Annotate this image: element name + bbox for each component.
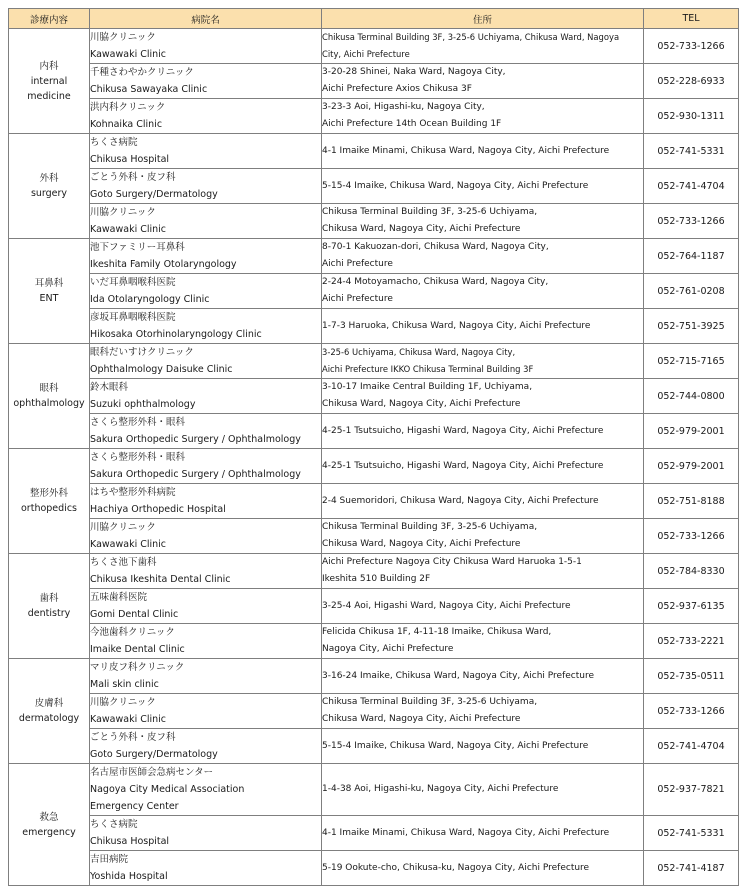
- address-line-1: 5-19 Ookute-cho, Chikusa-ku, Nagoya City, Aichi Prefecture: [322, 862, 590, 873]
- table-row: [9, 64, 739, 99]
- hospital-name-cell: [90, 484, 322, 519]
- address-line-1: 4-1 Imaike Minami, Chikusa Ward, Nagoya City, Aichi Prefecture: [322, 145, 610, 156]
- address-cell: [322, 344, 644, 379]
- department-cell: [9, 449, 90, 554]
- address-line-1: 3-23-3 Aoi, Higashi-ku, Nagoya City,: [322, 102, 485, 112]
- hospital-name-cell: [90, 519, 322, 554]
- table-row: [9, 309, 739, 344]
- hospital-name-cell: [90, 414, 322, 449]
- hospital-name-cell: [90, 134, 322, 169]
- hospital-name-ja: 名古屋市医師会急病センター: [90, 767, 214, 778]
- address-line-1: 5-15-4 Imaike, Chikusa Ward, Nagoya City, Aichi Prefecture: [322, 740, 589, 751]
- phone-number: 052-751-8188: [644, 484, 739, 519]
- hospital-name-ja: いだ耳鼻咽喉科医院: [90, 277, 176, 288]
- department-name-ja: 眼科: [39, 383, 59, 394]
- hospital-name-cell: [90, 816, 322, 851]
- address-line-1: 4-25-1 Tsutsuicho, Higashi Ward, Nagoya City, Aichi Prefecture: [322, 460, 604, 471]
- table-row: [9, 204, 739, 239]
- department-name-ja: 整形外科: [29, 488, 68, 499]
- department-cell: [9, 554, 90, 659]
- table-row: [9, 99, 739, 134]
- address-line-1: 3-20-28 Shinei, Naka Ward, Nagoya City,: [322, 67, 506, 77]
- address-cell: [322, 729, 644, 764]
- hospital-name-en: Sakura Orthopedic Surgery / Ophthalmology: [90, 434, 301, 445]
- hospital-name-ja: ちくさ池下歯科: [90, 557, 157, 568]
- table-row: [9, 379, 739, 414]
- hospital-name-en: Kohnaika Clinic: [90, 119, 163, 130]
- table-row: [9, 589, 739, 624]
- hospital-name-ja: 眼科だいすけクリニック: [90, 347, 194, 358]
- address-line-1: 3-25-4 Aoi, Higashi Ward, Nagoya City, Aichi Prefecture: [322, 600, 571, 611]
- hospital-name-cell: [90, 449, 322, 484]
- address-line-2: Chikusa Ward, Nagoya City, Aichi Prefecture: [322, 224, 521, 234]
- hospital-name-cell: [90, 274, 322, 309]
- phone-number: 052-715-7165: [644, 344, 739, 379]
- table-row: [9, 519, 739, 554]
- table-row: [9, 484, 739, 519]
- address-cell: [322, 851, 644, 886]
- hospital-name-ja: 鈴木眼科: [90, 382, 129, 393]
- hospital-name-cell: [90, 344, 322, 379]
- address-cell: [322, 204, 644, 239]
- table-row: [9, 274, 739, 309]
- phone-number: 052-733-1266: [644, 519, 739, 554]
- address-line-1: Chikusa Terminal Building 3F, 3-25-6 Uchiyama,: [322, 207, 538, 217]
- address-line-1: Chikusa Terminal Building 3F, 3-25-6 Uchiyama,: [322, 522, 538, 532]
- table-row: [9, 764, 739, 816]
- hospital-name-en: Gomi Dental Clinic: [90, 609, 179, 620]
- address-line-1: 8-70-1 Kakuozan-dori, Chikusa Ward, Nagoya City,: [322, 242, 549, 252]
- hospital-name-cell: [90, 309, 322, 344]
- hospital-name-cell: [90, 624, 322, 659]
- hospital-name-en: Ikeshita Family Otolaryngology: [90, 259, 237, 270]
- hospital-name-cell: [90, 764, 322, 816]
- table-row: [9, 624, 739, 659]
- address-cell: [322, 64, 644, 99]
- address-cell: [322, 239, 644, 274]
- phone-number: 052-979-2001: [644, 414, 739, 449]
- hospital-name-en: Suzuki ophthalmology: [90, 399, 196, 410]
- department-name-ja: 救急: [39, 811, 59, 823]
- department-cell: [9, 134, 90, 239]
- table-row: [9, 554, 739, 589]
- phone-number: 052-751-3925: [644, 309, 739, 344]
- hospital-name-cell: [90, 239, 322, 274]
- address-cell: [322, 589, 644, 624]
- hospital-name-en: Chikusa Ikeshita Dental Clinic: [90, 574, 231, 585]
- department-cell: [9, 344, 90, 449]
- phone-number: 052-741-5331: [644, 134, 739, 169]
- hospital-name-cell: [90, 204, 322, 239]
- address-cell: [322, 764, 644, 816]
- address-line-1: 4-25-1 Tsutsuicho, Higashi Ward, Nagoya City, Aichi Prefecture: [322, 425, 604, 436]
- phone-number: 052-733-1266: [644, 694, 739, 729]
- address-line-2: City, Aichi Prefecture: [322, 49, 410, 59]
- hospital-name-cell: [90, 99, 322, 134]
- address-cell: [322, 99, 644, 134]
- department-name-en: dermatology: [18, 713, 80, 724]
- hospital-name-ja: 今池歯科クリニック: [90, 627, 175, 638]
- table-row: [9, 659, 739, 694]
- table-row: [9, 169, 739, 204]
- header-hospital-name: 病院名: [90, 9, 322, 29]
- hospital-name-en: Hachiya Orthopedic Hospital: [90, 504, 226, 515]
- address-cell: [322, 414, 644, 449]
- hospital-name-ja: 川脇クリニック: [90, 697, 156, 708]
- hospital-name-ja: ごとう外科・皮フ科: [90, 732, 176, 743]
- hospital-name-ja: 池下ファミリー耳鼻科: [90, 242, 185, 253]
- hospital-name-ja: 川脇クリニック: [90, 522, 156, 533]
- address-line-1: 1-7-3 Haruoka, Chikusa Ward, Nagoya City, Aichi Prefecture: [322, 320, 591, 331]
- phone-number: 052-937-7821: [644, 764, 739, 816]
- address-line-2: Aichi Prefecture: [322, 294, 393, 304]
- hospital-name-en-cont: Emergency Center: [90, 801, 179, 812]
- hospital-name-ja: さくら整形外科・眼科: [90, 417, 186, 428]
- address-line-1: 3-10-17 Imaike Central Building 1F, Uchiyama,: [322, 382, 533, 392]
- hospital-name-cell: [90, 729, 322, 764]
- address-line-2: Chikusa Ward, Nagoya City, Aichi Prefecture: [322, 539, 521, 549]
- address-line-1: Felicida Chikusa 1F, 4-11-18 Imaike, Chikusa Ward,: [322, 627, 552, 637]
- table-row: [9, 239, 739, 274]
- phone-number: 052-744-0800: [644, 379, 739, 414]
- hospital-name-ja: 千種さわやかクリニック: [90, 67, 194, 78]
- address-cell: [322, 624, 644, 659]
- address-line-1: 3-16-24 Imaike, Chikusa Ward, Nagoya City, Aichi Prefecture: [322, 670, 595, 681]
- table-row: [9, 29, 739, 64]
- phone-number: 052-735-0511: [644, 659, 739, 694]
- table-row: [9, 414, 739, 449]
- hospital-name-cell: [90, 554, 322, 589]
- hospital-name-cell: [90, 589, 322, 624]
- phone-number: 052-741-5331: [644, 816, 739, 851]
- address-line-1: 5-15-4 Imaike, Chikusa Ward, Nagoya City, Aichi Prefecture: [322, 180, 589, 191]
- address-line-1: Aichi Prefecture Nagoya City Chikusa Ward Haruoka 1-5-1: [322, 557, 582, 567]
- hospital-name-en: Yoshida Hospital: [90, 871, 168, 882]
- table-row: [9, 816, 739, 851]
- phone-number: 052-930-1311: [644, 99, 739, 134]
- address-cell: [322, 519, 644, 554]
- address-cell: [322, 274, 644, 309]
- header-tel: TEL: [644, 9, 739, 29]
- department-name-en: dentistry: [27, 608, 71, 619]
- address-cell: [322, 134, 644, 169]
- department-name-ja: 皮膚科: [34, 698, 64, 709]
- table-body: [9, 29, 739, 886]
- address-cell: [322, 169, 644, 204]
- department-name-ja: 歯科: [39, 593, 59, 604]
- hospital-name-cell: [90, 694, 322, 729]
- phone-number: 052-741-4704: [644, 729, 739, 764]
- phone-number: 052-741-4704: [644, 169, 739, 204]
- address-line-2: Ikeshita 510 Building 2F: [322, 574, 431, 584]
- phone-number: 052-937-6135: [644, 589, 739, 624]
- address-line-1: 4-1 Imaike Minami, Chikusa Ward, Nagoya City, Aichi Prefecture: [322, 827, 610, 838]
- department-cell: [9, 764, 90, 886]
- address-cell: [322, 554, 644, 589]
- phone-number: 052-733-2221: [644, 624, 739, 659]
- department-name-en: ophthalmology: [13, 398, 85, 409]
- hospital-name-ja: ちくさ病院: [90, 819, 138, 830]
- address-line-2: Chikusa Ward, Nagoya City, Aichi Prefecture: [322, 714, 521, 724]
- hospital-name-cell: [90, 29, 322, 64]
- hospital-name-cell: [90, 169, 322, 204]
- hospital-name-en: Imaike Dental Clinic: [90, 644, 185, 655]
- department-cell: [9, 29, 90, 134]
- hospital-name-en: Goto Surgery/Dermatology: [90, 189, 218, 200]
- address-line-2: Aichi Prefecture IKKO Chikusa Terminal Building 3F: [322, 364, 534, 374]
- hospital-name-en: Kawawaki Clinic: [90, 714, 167, 725]
- address-cell: [322, 659, 644, 694]
- hospital-name-en: Hikosaka Otorhinolaryngology Clinic: [90, 329, 262, 340]
- hospital-name-cell: [90, 64, 322, 99]
- hospital-name-ja: はちや整形外科病院: [90, 487, 176, 498]
- hospital-name-en: Chikusa Hospital: [90, 154, 170, 165]
- address-line-2: Nagoya City, Aichi Prefecture: [322, 644, 454, 654]
- address-line-1: 3-25-6 Uchiyama, Chikusa Ward, Nagoya City,: [322, 347, 516, 357]
- hospital-name-cell: [90, 659, 322, 694]
- address-cell: [322, 484, 644, 519]
- address-line-2: Aichi Prefecture 14th Ocean Building 1F: [322, 119, 502, 129]
- department-name-en: ENT: [39, 293, 59, 304]
- department-name-en-cont: medicine: [27, 90, 71, 102]
- header-address: 住所: [322, 9, 644, 29]
- hospital-name-en: Chikusa Sawayaka Clinic: [90, 84, 208, 95]
- address-cell: [322, 449, 644, 484]
- hospital-name-ja: 五味歯科医院: [90, 592, 148, 603]
- address-cell: [322, 694, 644, 729]
- department-cell: [9, 239, 90, 344]
- hospital-name-ja: ちくさ病院: [90, 137, 138, 148]
- hospital-name-cell: [90, 851, 322, 886]
- table-row: [9, 694, 739, 729]
- department-name-ja: 耳鼻科: [34, 278, 64, 289]
- hospital-name-ja: 吉田病院: [90, 854, 129, 865]
- hospital-name-en: Kawawaki Clinic: [90, 49, 167, 60]
- address-line-1: 2-24-4 Motoyamacho, Chikusa Ward, Nagoya City,: [322, 277, 549, 287]
- address-cell: [322, 379, 644, 414]
- address-line-1: 2-4 Suemoridori, Chikusa Ward, Nagoya City, Aichi Prefecture: [322, 495, 599, 506]
- header-department: 診療内容: [9, 9, 90, 29]
- department-name-ja: 外科: [39, 173, 59, 184]
- department-name-en: surgery: [30, 188, 68, 199]
- phone-number: 052-764-1187: [644, 239, 739, 274]
- address-cell: [322, 816, 644, 851]
- phone-number: 052-228-6933: [644, 64, 739, 99]
- department-name-en: orthopedics: [21, 503, 77, 514]
- department-name-ja: 内科: [39, 60, 59, 72]
- hospital-name-cell: [90, 379, 322, 414]
- phone-number: 052-733-1266: [644, 204, 739, 239]
- address-line-1: Chikusa Terminal Building 3F, 3-25-6 Uchiyama,: [322, 697, 538, 707]
- phone-number: 052-979-2001: [644, 449, 739, 484]
- hospital-name-en: Chikusa Hospital: [90, 836, 170, 847]
- hospital-name-en: Mali skin clinic: [90, 679, 159, 690]
- hospital-name-en: Sakura Orthopedic Surgery / Ophthalmology: [90, 469, 301, 480]
- hospital-name-en: Ida Otolaryngology Clinic: [90, 294, 210, 305]
- hospital-name-en: Goto Surgery/Dermatology: [90, 749, 218, 760]
- address-line-2: Aichi Prefecture Axios Chikusa 3F: [322, 84, 472, 94]
- hospital-name-ja: 川脇クリニック: [90, 32, 156, 43]
- address-line-2: Aichi Prefecture: [322, 259, 393, 269]
- hospital-name-en: Kawawaki Clinic: [90, 539, 167, 550]
- hospital-name-ja: 彦坂耳鼻咽喉科医院: [90, 312, 176, 323]
- hospital-name-en: Kawawaki Clinic: [90, 224, 167, 235]
- clinic-directory-table: [8, 8, 739, 886]
- address-line-2: Chikusa Ward, Nagoya City, Aichi Prefecture: [322, 399, 521, 409]
- header-row: [9, 9, 739, 29]
- table-row: [9, 729, 739, 764]
- address-cell: [322, 309, 644, 344]
- phone-number: 052-784-8330: [644, 554, 739, 589]
- hospital-name-ja: ごとう外科・皮フ科: [90, 172, 176, 183]
- address-cell: [322, 29, 644, 64]
- department-name-en: emergency: [22, 826, 76, 838]
- hospital-name-en: Ophthalmology Daisuke Clinic: [90, 364, 233, 375]
- hospital-name-ja: マリ皮フ科クリニック: [90, 662, 185, 673]
- department-name-en: internal: [30, 75, 68, 87]
- table-row: [9, 344, 739, 379]
- hospital-name-en: Nagoya City Medical Association: [90, 784, 245, 795]
- hospital-name-ja: さくら整形外科・眼科: [90, 452, 186, 463]
- phone-number: 052-761-0208: [644, 274, 739, 309]
- department-cell: [9, 659, 90, 764]
- table-row: [9, 851, 739, 886]
- hospital-name-ja: 川脇クリニック: [90, 207, 156, 218]
- table-row: [9, 449, 739, 484]
- phone-number: 052-733-1266: [644, 29, 739, 64]
- address-line-1: Chikusa Terminal Building 3F, 3-25-6 Uchiyama, Chikusa Ward, Nagoya: [322, 32, 620, 42]
- hospital-name-ja: 洪内科クリニック: [90, 102, 166, 113]
- table-row: [9, 134, 739, 169]
- phone-number: 052-741-4187: [644, 851, 739, 886]
- address-line-1: 1-4-38 Aoi, Higashi-ku, Nagoya City, Aichi Prefecture: [322, 784, 559, 794]
